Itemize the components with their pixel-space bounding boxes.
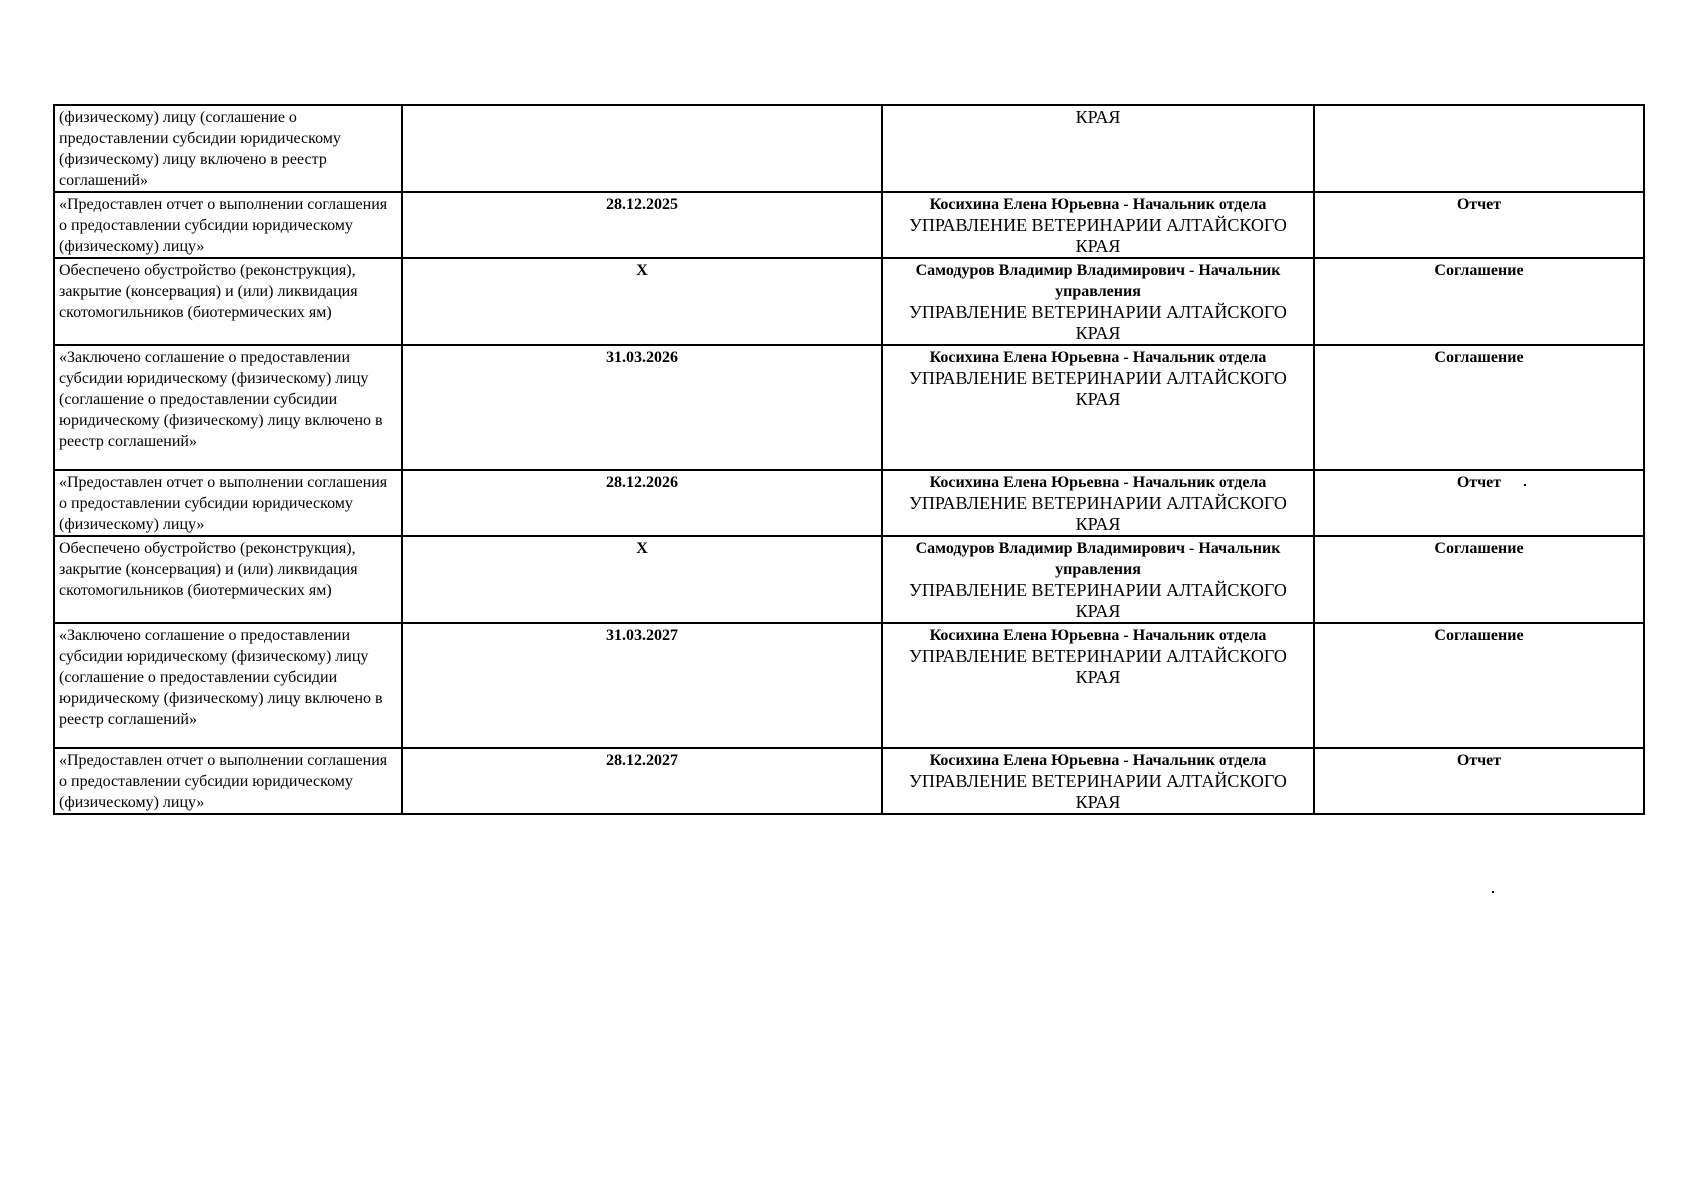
date-cell: 28.12.2025 — [402, 192, 882, 258]
responsible-cell — [882, 192, 1314, 258]
event-cell: «Предоставлен отчет о выполнении соглашения о предоставлении субсидии юридическому (физическому) лицу» — [54, 748, 402, 814]
scan-speck — [1524, 484, 1526, 486]
date-cell: 28.12.2027 — [402, 748, 882, 814]
document-type-cell: Отчет — [1314, 470, 1644, 536]
responsible-cell — [882, 470, 1314, 536]
responsible-cell — [882, 105, 1314, 192]
responsible-organization: КРАЯ — [1075, 107, 1121, 127]
responsible-person: Самодуров Владимир Владимирович - Начальник управления — [915, 262, 1281, 300]
date-cell: 31.03.2027 — [402, 623, 882, 748]
table-row — [54, 536, 1644, 623]
event-cell: Обеспечено обустройство (реконструкция), закрытие (консервация) и (или) ликвидация скотомогильников (биотермических ям) — [54, 258, 402, 345]
document-type-cell: Отчет — [1314, 748, 1644, 814]
responsible-organization: УПРАВЛЕНИЕ ВЕТЕРИНАРИИ АЛТАЙСКОГО КРАЯ — [909, 215, 1287, 256]
responsible-person: Самодуров Владимир Владимирович - Начальник управления — [915, 540, 1281, 578]
event-cell: «Заключено соглашение о предоставлении субсидии юридическому (физическому) лицу (соглашение о предоставлении субсидии юридическому (физическому) лицу включено в реестр соглашений» — [54, 345, 402, 470]
responsible-cell — [882, 623, 1314, 748]
responsible-person: Косихина Елена Юрьевна - Начальник отдела — [929, 627, 1267, 644]
table-row — [54, 192, 1644, 258]
date-cell — [402, 105, 882, 192]
event-cell: «Заключено соглашение о предоставлении субсидии юридическому (физическому) лицу (соглашение о предоставлении субсидии юридическому (физическому) лицу включено в реестр соглашений» — [54, 623, 402, 748]
responsible-organization: УПРАВЛЕНИЕ ВЕТЕРИНАРИИ АЛТАЙСКОГО КРАЯ — [909, 580, 1287, 621]
scan-speck — [1492, 891, 1494, 893]
responsible-organization: УПРАВЛЕНИЕ ВЕТЕРИНАРИИ АЛТАЙСКОГО КРАЯ — [909, 493, 1287, 534]
responsible-person: Косихина Елена Юрьевна - Начальник отдела — [929, 474, 1267, 491]
date-cell: 28.12.2026 — [402, 470, 882, 536]
document-type-cell: Соглашение — [1314, 258, 1644, 345]
document-type-cell: Соглашение — [1314, 623, 1644, 748]
table-row — [54, 748, 1644, 814]
document-type-cell: Соглашение — [1314, 536, 1644, 623]
document-type-cell: Соглашение — [1314, 345, 1644, 470]
responsible-person: Косихина Елена Юрьевна - Начальник отдела — [929, 196, 1267, 213]
document-type-cell: Отчет — [1314, 192, 1644, 258]
responsible-organization: УПРАВЛЕНИЕ ВЕТЕРИНАРИИ АЛТАЙСКОГО КРАЯ — [909, 368, 1287, 409]
event-cell: Обеспечено обустройство (реконструкция), закрытие (консервация) и (или) ликвидация скотомогильников (биотермических ям) — [54, 536, 402, 623]
document-type-cell — [1314, 105, 1644, 192]
responsible-cell — [882, 536, 1314, 623]
event-cell: «Предоставлен отчет о выполнении соглашения о предоставлении субсидии юридическому (физическому) лицу» — [54, 470, 402, 536]
date-cell: 31.03.2026 — [402, 345, 882, 470]
responsible-organization: УПРАВЛЕНИЕ ВЕТЕРИНАРИИ АЛТАЙСКОГО КРАЯ — [909, 302, 1287, 343]
event-cell: «Предоставлен отчет о выполнении соглашения о предоставлении субсидии юридическому (физическому) лицу» — [54, 192, 402, 258]
responsible-organization: УПРАВЛЕНИЕ ВЕТЕРИНАРИИ АЛТАЙСКОГО КРАЯ — [909, 771, 1287, 812]
date-cell: X — [402, 536, 882, 623]
event-cell: (физическому) лицу (соглашение о предоставлении субсидии юридическому (физическому) лицу включено в реестр соглашений» — [54, 105, 402, 192]
date-cell: X — [402, 258, 882, 345]
control-points-table — [53, 104, 1645, 815]
table-row — [54, 345, 1644, 470]
table-row — [54, 258, 1644, 345]
table-row — [54, 105, 1644, 192]
responsible-person: Косихина Елена Юрьевна - Начальник отдела — [929, 752, 1267, 769]
responsible-cell — [882, 748, 1314, 814]
responsible-cell — [882, 258, 1314, 345]
responsible-person: Косихина Елена Юрьевна - Начальник отдела — [929, 349, 1267, 366]
table-row — [54, 470, 1644, 536]
responsible-organization: УПРАВЛЕНИЕ ВЕТЕРИНАРИИ АЛТАЙСКОГО КРАЯ — [909, 646, 1287, 687]
responsible-cell — [882, 345, 1314, 470]
table-row — [54, 623, 1644, 748]
